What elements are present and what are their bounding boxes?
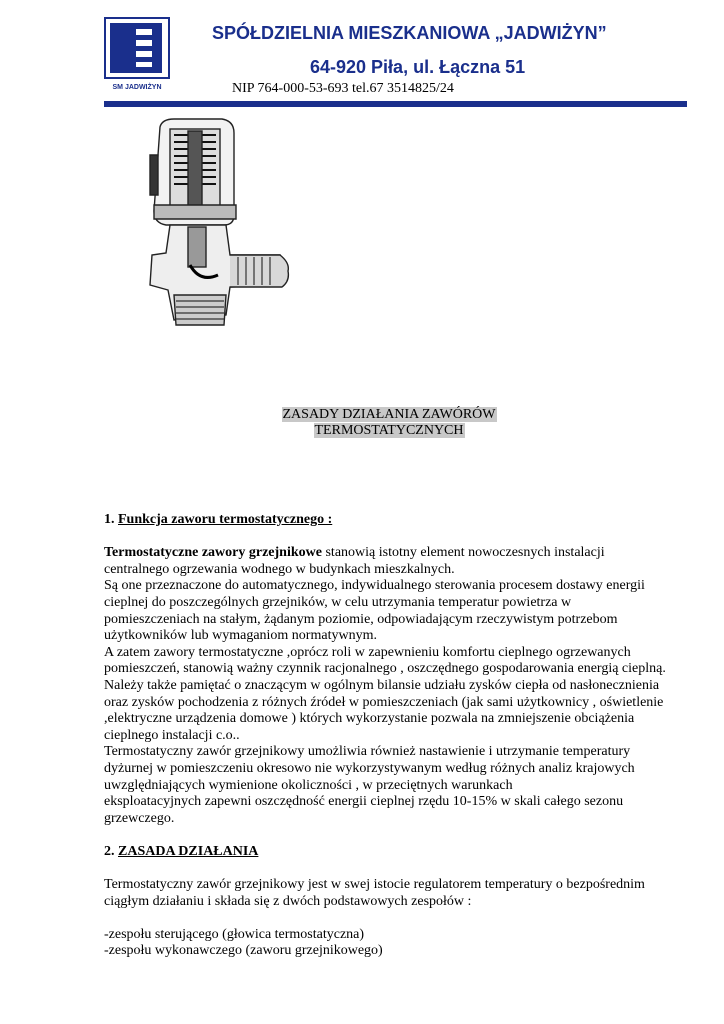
paragraph-line: cieplnej do poszczególnych grzejników, w celu utrzymania temperatur powietrza w [104,594,572,610]
document-title [0,407,724,439]
paragraph-line: uwzględniających wymienione okoliczności , w przeciętnych warunkach [104,777,513,793]
header-divider [104,101,687,107]
paragraph-line: grzewczego. [104,810,175,826]
list-item: -zespołu wykonawczego (zaworu grzejnikowego) [104,943,383,959]
org-address: 64-920 Piła, ul. Łączna 51 [310,57,526,77]
section1-title: Funkcja zaworu termostatycznego : [118,512,333,527]
logo-text: SM JADWIŻYN [112,84,162,91]
thermostatic-valve-illustration [130,115,300,330]
paragraph-line: Termostatyczne zawory grzejnikowe stanowią istotny element nowoczesnych instalacji [104,545,605,561]
paragraph-line: pomieszczeniach na stałym, żądanym poziomie, odpowiadającym rzeczywistym potrzebom [104,611,618,627]
section2-number: 2. [104,843,118,859]
paragraph-line: pomieszczeń, stanowią ważny czynnik racjonalnego , oszczędnego gospodarowania energią cieplną. [104,661,666,677]
paragraph-line: użytkowników lub wymaganiom normatywnym. [104,628,377,644]
intro-bold-text: Termostatyczne zawory grzejnikowe [104,545,322,561]
paragraph-line: centralnego ogrzewania wodnego w budynkach mieszkalnych. [104,561,455,577]
section1-number: 1. [104,512,118,527]
paragraph-line: Należy także pamiętać o znaczącym w ogólnym bilansie udziału zysków ciepła od nasłonecznienia [104,677,660,693]
paragraph-line: cieplnego instalacji c.o.. [104,727,240,743]
paragraph-line: ,elektryczne urządzenia domowe ) których wykorzystanie pozwala na zmniejszenie obciążenia [104,711,635,727]
section1-heading [104,512,696,529]
paragraph-line: A zatem zawory termostatyczne ,oprócz roli w zapewnieniu komfortu cieplnego ogrzewanych [104,644,631,660]
paragraph-line: ciągłym działaniu i składa się z dwóch podstawowych zespołów : [104,893,472,909]
org-nip: NIP 764-000-53-693 tel.67 3514825/24 [232,81,454,96]
list-item: -zespołu sterującego (głowica termostatyczna) [104,926,365,942]
paragraph-line: Termostatyczny zawór grzejnikowy umożliwia również nastawienie i utrzymanie temperatury [104,744,631,760]
paragraph-line: oraz zysków pochodzenia z różnych źródeł w pomieszczeniach (jak sami użytkownicy , oświetlenie [104,694,664,710]
section2-heading [104,844,696,861]
paragraph-line: eksploatacyjnych zapewni oszczędność energii cieplnej rzędu 10-15% w skali całego sezonu [104,794,624,810]
org-name: SPÓŁDZIELNIA MIESZKANIOWA „JADWIŻYN” [212,23,607,43]
paragraph-line: Są one przeznaczone do automatycznego, indywidualnego sterowania procesem dostawy energii [104,578,645,594]
section2-title: ZASADA DZIAŁANIA [118,843,259,859]
logo [104,17,170,95]
logo-emblem-icon [106,19,168,77]
paragraph-line: dyżurnej w pomieszczeniu okresowo nie wykorzystywanym według różnych analiz krajowych [104,760,635,776]
document-body [104,512,696,960]
document-title-line2: TERMOSTATYCZNYCH [314,423,464,438]
paragraph-line: Termostatyczny zawór grzejnikowy jest w swej istocie regulatorem temperatury o bezpośrednim [104,877,645,893]
document-title-line1: ZASADY DZIAŁANIA ZAWÓRÓW [282,407,496,422]
logo-mark [104,17,170,79]
